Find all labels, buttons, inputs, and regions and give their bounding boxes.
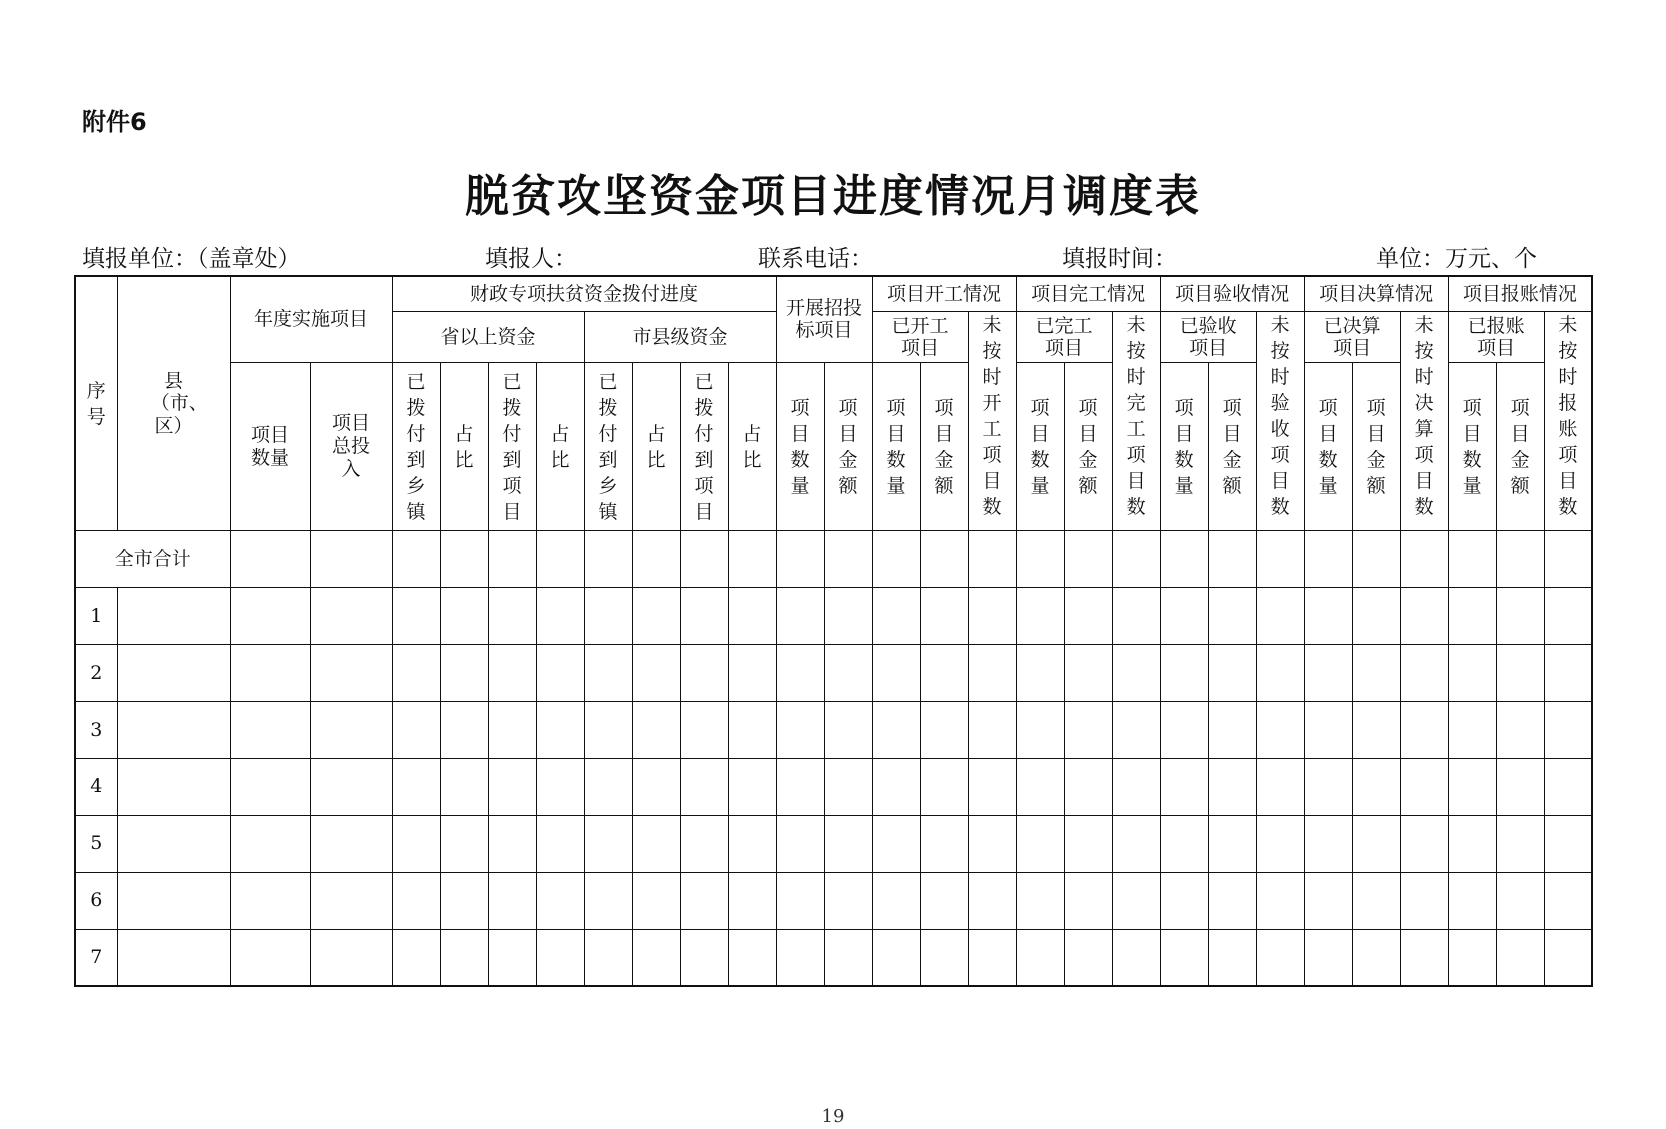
data-cell[interactable] [1448,702,1496,759]
data-cell[interactable] [776,588,824,645]
data-cell[interactable] [584,929,632,986]
data-cell[interactable] [872,872,920,929]
county-cell[interactable] [117,815,230,872]
data-cell[interactable] [310,758,392,815]
header-settled-projects: 已决算项目 [1304,312,1400,363]
data-cell[interactable] [920,815,968,872]
data-cell[interactable] [1016,702,1064,759]
header-seq: 序号 [75,276,117,531]
phone-label: 联系电话： [758,246,873,272]
data-cell[interactable] [1304,929,1352,986]
data-cell[interactable] [1208,702,1256,759]
data-cell[interactable] [392,872,440,929]
header-complete-status: 项目完工情况 [1016,276,1160,312]
header-city-ratio-2: 占比 [728,362,776,531]
attachment-label: 附件6 [82,108,147,136]
header-start-count: 项目数量 [872,362,920,531]
header-county: 县（市、区） [117,276,230,531]
data-cell[interactable] [968,645,1016,702]
data-cell[interactable] [1208,929,1256,986]
data-cell[interactable] [920,702,968,759]
data-cell[interactable] [1352,929,1400,986]
header-annual-projects: 年度实施项目 [230,276,392,362]
data-cell[interactable] [1448,758,1496,815]
data-cell[interactable] [1496,531,1544,588]
data-cell[interactable] [776,702,824,759]
data-cell[interactable] [1544,645,1592,702]
data-cell[interactable] [488,588,536,645]
header-provincial-funds: 省以上资金 [392,312,584,363]
data-cell[interactable] [584,645,632,702]
header-city-to-project: 已拨付到项目 [680,362,728,531]
data-cell[interactable] [824,588,872,645]
data-cell[interactable] [1496,645,1544,702]
data-cell[interactable] [728,588,776,645]
data-cell[interactable] [1160,872,1208,929]
header-settle-count: 项目数量 [1304,362,1352,531]
data-cell[interactable] [1016,588,1064,645]
data-cell[interactable] [584,531,632,588]
header-city-to-town: 已拨付到乡镇 [584,362,632,531]
data-cell[interactable] [310,702,392,759]
schedule-table [74,275,1593,987]
data-cell[interactable] [488,531,536,588]
data-cell[interactable] [1448,588,1496,645]
data-cell[interactable] [776,758,824,815]
data-cell[interactable] [1256,872,1304,929]
data-cell[interactable] [536,588,584,645]
data-cell[interactable] [1016,531,1064,588]
header-start-amount: 项目金额 [920,362,968,531]
data-cell[interactable] [1400,588,1448,645]
data-cell[interactable] [728,815,776,872]
data-cell[interactable] [440,531,488,588]
data-cell[interactable] [1160,702,1208,759]
header-not-reimbursed: 未按时报账项目数 [1544,312,1592,531]
data-cell[interactable] [1400,872,1448,929]
data-cell[interactable] [1544,588,1592,645]
data-cell[interactable] [1160,758,1208,815]
county-cell[interactable] [117,588,230,645]
data-cell[interactable] [968,702,1016,759]
header-reimburse-status: 项目报账情况 [1448,276,1592,312]
data-cell[interactable] [230,758,310,815]
data-cell[interactable] [1160,531,1208,588]
data-cell[interactable] [1112,929,1160,986]
total-row [75,531,1592,588]
row-number: 2 [75,645,117,702]
data-cell[interactable] [1352,531,1400,588]
data-cell[interactable] [310,872,392,929]
data-cell[interactable] [824,929,872,986]
data-cell[interactable] [392,531,440,588]
data-cell[interactable] [392,758,440,815]
header-acceptance-status: 项目验收情况 [1160,276,1304,312]
data-cell[interactable] [1256,815,1304,872]
data-cell[interactable] [584,815,632,872]
data-cell[interactable] [680,929,728,986]
data-cell[interactable] [230,531,310,588]
data-cell[interactable] [776,872,824,929]
data-cell[interactable] [1352,815,1400,872]
header-bidding: 开展招投标项目 [776,276,872,362]
data-cell[interactable] [536,929,584,986]
data-cell[interactable] [536,702,584,759]
data-cell[interactable] [1448,872,1496,929]
data-cell[interactable] [968,758,1016,815]
filler-label: 填报人： [485,246,577,272]
data-cell[interactable] [1064,758,1112,815]
data-cell[interactable] [584,758,632,815]
data-cell[interactable] [632,588,680,645]
data-cell[interactable] [824,758,872,815]
data-cell[interactable] [1208,872,1256,929]
data-cell[interactable] [1064,872,1112,929]
data-cell[interactable] [440,645,488,702]
data-cell[interactable] [310,929,392,986]
data-cell[interactable] [920,588,968,645]
data-cell[interactable] [872,588,920,645]
data-cell[interactable] [632,758,680,815]
data-cell[interactable] [1208,758,1256,815]
data-cell[interactable] [1352,588,1400,645]
data-cell[interactable] [1256,702,1304,759]
table-row [75,588,1592,645]
data-cell[interactable] [1256,531,1304,588]
header-settle-amount: 项目金额 [1352,362,1400,531]
data-cell[interactable] [1016,872,1064,929]
data-cell[interactable] [584,588,632,645]
data-cell[interactable] [310,531,392,588]
data-cell[interactable] [728,645,776,702]
data-cell[interactable] [536,758,584,815]
data-cell[interactable] [1496,702,1544,759]
data-cell[interactable] [392,929,440,986]
header-complete-count: 项目数量 [1016,362,1064,531]
data-cell[interactable] [1016,645,1064,702]
data-cell[interactable] [392,645,440,702]
data-cell[interactable] [632,531,680,588]
header-bid-count: 项目数量 [776,362,824,531]
header-prov-to-project: 已拨付到项目 [488,362,536,531]
data-cell[interactable] [728,702,776,759]
data-cell[interactable] [1496,758,1544,815]
county-cell[interactable] [117,929,230,986]
data-cell[interactable] [1256,588,1304,645]
header-start-status: 项目开工情况 [872,276,1016,312]
header-prov-to-town: 已拨付到乡镇 [392,362,440,531]
data-cell[interactable] [488,702,536,759]
data-cell[interactable] [968,815,1016,872]
data-cell[interactable] [488,758,536,815]
fill-time-label: 填报时间： [1062,246,1177,272]
data-cell[interactable] [1208,815,1256,872]
data-cell[interactable] [1352,758,1400,815]
header-settlement-status: 项目决算情况 [1304,276,1448,312]
header-project-total: 项目总投入 [310,362,392,531]
data-cell[interactable] [1304,702,1352,759]
data-cell[interactable] [1256,758,1304,815]
data-cell[interactable] [872,758,920,815]
data-cell[interactable] [1064,531,1112,588]
data-cell[interactable] [1064,645,1112,702]
data-cell[interactable] [776,531,824,588]
data-cell[interactable] [1112,588,1160,645]
header-not-accepted: 未按时验收项目数 [1256,312,1304,531]
data-cell[interactable] [680,588,728,645]
data-cell[interactable] [920,531,968,588]
data-cell[interactable] [632,872,680,929]
data-cell[interactable] [1256,929,1304,986]
data-cell[interactable] [230,872,310,929]
data-cell[interactable] [1496,815,1544,872]
data-cell[interactable] [680,872,728,929]
data-cell[interactable] [536,872,584,929]
data-cell[interactable] [968,588,1016,645]
data-cell[interactable] [230,929,310,986]
data-cell[interactable] [872,645,920,702]
county-cell[interactable] [117,872,230,929]
data-cell[interactable] [1352,702,1400,759]
data-cell[interactable] [920,645,968,702]
data-cell[interactable] [1400,531,1448,588]
data-cell[interactable] [1112,645,1160,702]
row-number: 3 [75,702,117,759]
page-title: 脱贫攻坚资金项目进度情况月调度表 [465,171,1201,222]
county-cell[interactable] [117,645,230,702]
data-cell[interactable] [230,702,310,759]
data-cell[interactable] [1544,872,1592,929]
data-cell[interactable] [632,645,680,702]
data-cell[interactable] [440,588,488,645]
header-city-ratio-1: 占比 [632,362,680,531]
data-cell[interactable] [1304,758,1352,815]
data-cell[interactable] [1304,531,1352,588]
data-cell[interactable] [872,929,920,986]
data-cell[interactable] [310,588,392,645]
data-cell[interactable] [1496,588,1544,645]
units-label: 单位：万元、个 [1376,246,1537,272]
header-bid-amount: 项目金额 [824,362,872,531]
data-cell[interactable] [1352,872,1400,929]
header-prov-ratio-2: 占比 [536,362,584,531]
data-cell[interactable] [1448,929,1496,986]
data-cell[interactable] [1544,531,1592,588]
data-cell[interactable] [1352,645,1400,702]
data-cell[interactable] [1304,645,1352,702]
data-cell[interactable] [1544,702,1592,759]
data-cell[interactable] [1208,645,1256,702]
data-cell[interactable] [1544,929,1592,986]
data-cell[interactable] [1400,758,1448,815]
data-cell[interactable] [1016,815,1064,872]
data-cell[interactable] [230,588,310,645]
data-cell[interactable] [776,645,824,702]
header-accepted-projects: 已验收项目 [1160,312,1256,363]
data-cell[interactable] [1448,815,1496,872]
data-cell[interactable] [1112,702,1160,759]
table-row [75,645,1592,702]
data-cell[interactable] [440,758,488,815]
header-complete-amount: 项目金额 [1064,362,1112,531]
data-cell[interactable] [536,645,584,702]
page-number: 19 [821,1106,845,1127]
data-cell[interactable] [392,815,440,872]
header-accept-amount: 项目金额 [1208,362,1256,531]
table-row [75,702,1592,759]
data-cell[interactable] [680,702,728,759]
header-not-settled: 未按时决算项目数 [1400,312,1448,531]
data-cell[interactable] [536,531,584,588]
data-cell[interactable] [728,872,776,929]
data-cell[interactable] [440,815,488,872]
data-cell[interactable] [680,815,728,872]
header-reimburse-amount: 项目金额 [1496,362,1544,531]
data-cell[interactable] [1448,531,1496,588]
data-cell[interactable] [1064,929,1112,986]
data-cell[interactable] [1112,872,1160,929]
header-prov-ratio-1: 占比 [440,362,488,531]
data-cell[interactable] [968,929,1016,986]
header-finance-progress: 财政专项扶贫资金拨付进度 [392,276,776,312]
data-cell[interactable] [392,588,440,645]
data-cell[interactable] [392,702,440,759]
row-number: 5 [75,815,117,872]
data-cell[interactable] [1160,588,1208,645]
table-row [75,929,1592,986]
data-cell[interactable] [632,702,680,759]
data-cell[interactable] [230,645,310,702]
data-cell[interactable] [824,702,872,759]
data-cell[interactable] [968,872,1016,929]
header-project-count: 项目数量 [230,362,310,531]
data-cell[interactable] [584,702,632,759]
data-cell[interactable] [1304,588,1352,645]
header-reimburse-count: 项目数量 [1448,362,1496,531]
data-cell[interactable] [680,531,728,588]
data-cell[interactable] [824,815,872,872]
header-not-completed: 未按时完工项目数 [1112,312,1160,531]
data-cell[interactable] [872,702,920,759]
data-cell[interactable] [488,815,536,872]
county-cell[interactable] [117,758,230,815]
header-reimbursed-projects: 已报账项目 [1448,312,1544,363]
data-cell[interactable] [824,531,872,588]
data-cell[interactable] [728,531,776,588]
data-cell[interactable] [310,645,392,702]
data-cell[interactable] [1400,815,1448,872]
data-cell[interactable] [1544,758,1592,815]
data-cell[interactable] [968,531,1016,588]
data-cell[interactable] [824,872,872,929]
data-cell[interactable] [776,929,824,986]
data-cell[interactable] [824,645,872,702]
county-cell[interactable] [117,702,230,759]
data-cell[interactable] [536,815,584,872]
data-cell[interactable] [310,815,392,872]
data-cell[interactable] [872,531,920,588]
header-started-projects: 已开工项目 [872,312,968,363]
data-cell[interactable] [1400,645,1448,702]
data-cell[interactable] [632,929,680,986]
data-cell[interactable] [584,872,632,929]
data-cell[interactable] [1304,872,1352,929]
data-cell[interactable] [1016,929,1064,986]
data-cell[interactable] [230,815,310,872]
data-cell[interactable] [1064,702,1112,759]
header-completed-projects: 已完工项目 [1016,312,1112,363]
data-cell[interactable] [1400,702,1448,759]
row-number: 1 [75,588,117,645]
data-cell[interactable] [920,758,968,815]
data-cell[interactable] [632,815,680,872]
data-cell[interactable] [1400,929,1448,986]
data-cell[interactable] [440,872,488,929]
data-cell[interactable] [1064,588,1112,645]
data-cell[interactable] [1160,645,1208,702]
data-cell[interactable] [1496,872,1544,929]
data-cell[interactable] [728,758,776,815]
data-cell[interactable] [680,758,728,815]
header-city-funds: 市县级资金 [584,312,776,363]
data-cell[interactable] [488,872,536,929]
data-cell[interactable] [488,929,536,986]
data-cell[interactable] [776,815,824,872]
data-cell[interactable] [1112,758,1160,815]
data-cell[interactable] [1496,929,1544,986]
data-cell[interactable] [440,702,488,759]
data-cell[interactable] [1160,815,1208,872]
row-number: 7 [75,929,117,986]
header-not-started: 未按时开工项目数 [968,312,1016,531]
row-number: 6 [75,872,117,929]
data-cell[interactable] [1208,531,1256,588]
data-cell[interactable] [872,815,920,872]
table-row [75,872,1592,929]
data-cell[interactable] [1112,815,1160,872]
data-cell[interactable] [1064,815,1112,872]
data-cell[interactable] [1544,815,1592,872]
filling-unit-label: 填报单位：（盖章处） [82,246,301,272]
data-cell[interactable] [1160,929,1208,986]
data-cell[interactable] [1304,815,1352,872]
data-cell[interactable] [1208,588,1256,645]
data-cell[interactable] [920,872,968,929]
table-row [75,758,1592,815]
total-row-label: 全市合计 [75,531,230,588]
data-cell[interactable] [1112,531,1160,588]
data-cell[interactable] [1016,758,1064,815]
table-row [75,815,1592,872]
data-cell[interactable] [680,645,728,702]
row-number: 4 [75,758,117,815]
data-cell[interactable] [440,929,488,986]
header-accept-count: 项目数量 [1160,362,1208,531]
data-cell[interactable] [1256,645,1304,702]
data-cell[interactable] [1448,645,1496,702]
data-cell[interactable] [920,929,968,986]
data-cell[interactable] [728,929,776,986]
data-cell[interactable] [488,645,536,702]
